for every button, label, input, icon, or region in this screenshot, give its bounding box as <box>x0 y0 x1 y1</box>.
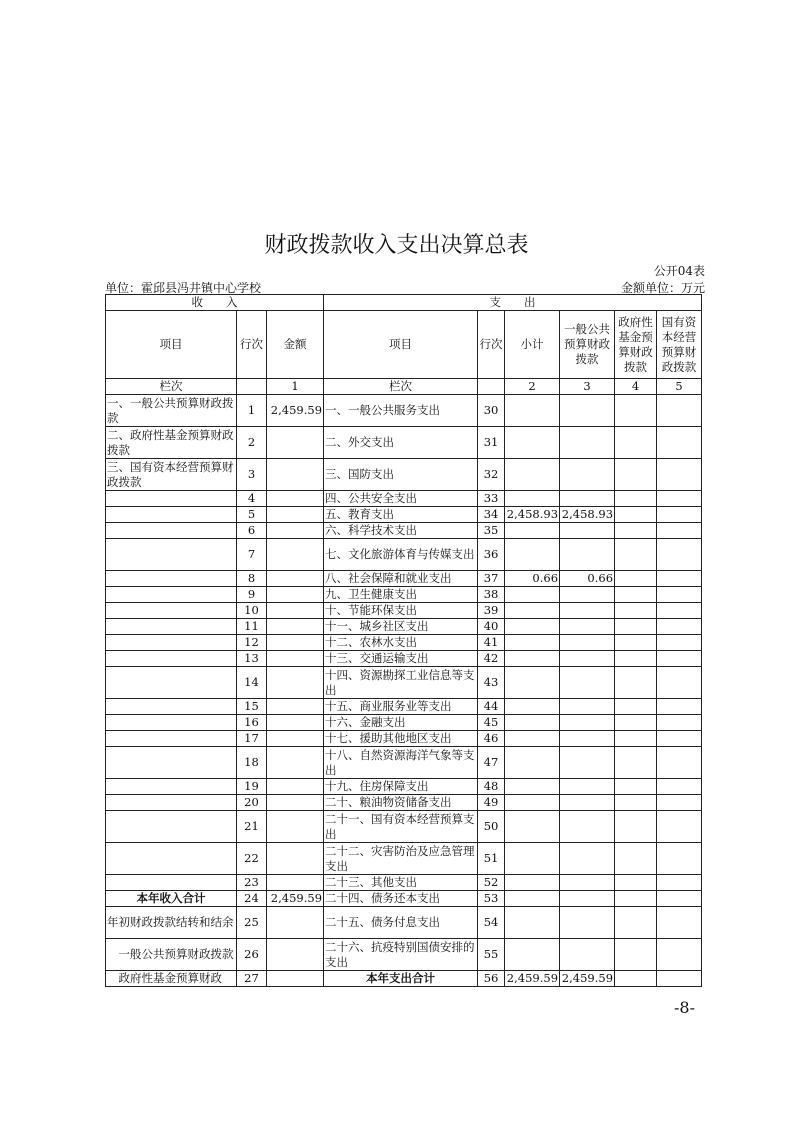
cell-in-amt <box>267 699 324 715</box>
cell-ex-item: 十五、商业服务业等支出 <box>324 699 478 715</box>
cell-in-item <box>106 811 237 843</box>
cell-in-item <box>106 667 237 699</box>
cell-in-item <box>106 843 237 875</box>
cell-gen <box>560 715 615 731</box>
cell-in-line: 16 <box>237 715 267 731</box>
cell-gen <box>560 539 615 571</box>
cell-ex-line: 35 <box>478 523 505 539</box>
cell-ex-item: 十一、城乡社区支出 <box>324 619 478 635</box>
cell-sub <box>505 875 560 891</box>
cell-ex-item: 本年支出合计 <box>324 971 478 987</box>
cell-ex-line: 49 <box>478 795 505 811</box>
cell-in-amt <box>267 539 324 571</box>
table-row <box>106 731 702 747</box>
table-row <box>106 635 702 651</box>
cell-in-item: 三、国有资本经营预算财政拨款 <box>106 459 237 491</box>
cell-sub <box>505 459 560 491</box>
cell-ex-line: 45 <box>478 715 505 731</box>
cell-in-line: 13 <box>237 651 267 667</box>
cell-gen <box>560 939 615 971</box>
cell-ex-line: 34 <box>478 507 505 523</box>
cell-gen <box>560 523 615 539</box>
cell-empty <box>657 395 702 427</box>
cell-ex-line: 43 <box>478 667 505 699</box>
cell-gen <box>560 635 615 651</box>
cell-ex-line: 38 <box>478 587 505 603</box>
table-row <box>106 507 702 523</box>
cell-in-item <box>106 795 237 811</box>
cell-sub <box>505 523 560 539</box>
cell-in-line: 9 <box>237 587 267 603</box>
cell-in-amt <box>267 603 324 619</box>
cell-empty <box>615 619 657 635</box>
cell-ex-line: 44 <box>478 699 505 715</box>
cell-empty <box>615 699 657 715</box>
cell-in-amt <box>267 779 324 795</box>
cell-in-line: 14 <box>237 667 267 699</box>
cell-ex-item: 二十四、债务还本支出 <box>324 891 478 907</box>
cell-in-line: 17 <box>237 731 267 747</box>
cell-gen <box>560 699 615 715</box>
cell-empty <box>657 651 702 667</box>
cell-in-amt: 2,459.59 <box>267 891 324 907</box>
col-gov-fund: 政府性基金预算财政拨款 <box>615 311 657 379</box>
cell-in-line: 7 <box>237 539 267 571</box>
cell-gen <box>560 779 615 795</box>
cell-empty <box>657 507 702 523</box>
cell-empty <box>615 651 657 667</box>
cell-empty <box>615 523 657 539</box>
cell-ex-item: 十二、农林水支出 <box>324 635 478 651</box>
cell-gen: 0.66 <box>560 571 615 587</box>
cell-empty <box>615 635 657 651</box>
cell-in-line: 27 <box>237 971 267 987</box>
cell-gen <box>560 651 615 667</box>
table-row <box>106 571 702 587</box>
cell-empty <box>615 747 657 779</box>
cell-ex-line: 56 <box>478 971 505 987</box>
cell-ex-item: 六、科学技术支出 <box>324 523 478 539</box>
cell-sub <box>505 747 560 779</box>
cell-in-amt <box>267 715 324 731</box>
cell-sub <box>505 635 560 651</box>
cell-in-item <box>106 715 237 731</box>
cell-empty <box>657 779 702 795</box>
cell-sub <box>505 891 560 907</box>
cell-sub <box>505 427 560 459</box>
cell-in-line: 24 <box>237 891 267 907</box>
cell-in-amt <box>267 619 324 635</box>
cell-empty <box>657 811 702 843</box>
col-amount: 金额 <box>267 311 324 379</box>
cell-gen <box>560 747 615 779</box>
cell-empty <box>657 491 702 507</box>
cell-empty <box>657 635 702 651</box>
cell-ex-item: 二十六、抗疫特别国债安排的支出 <box>324 939 478 971</box>
cell-in-line: 23 <box>237 875 267 891</box>
cell-in-item: 一般公共预算财政拨款 <box>106 939 237 971</box>
cell-in-line: 11 <box>237 619 267 635</box>
cell-ex-line: 47 <box>478 747 505 779</box>
col-num: 5 <box>657 379 702 395</box>
cell-empty <box>657 459 702 491</box>
cell-empty <box>615 715 657 731</box>
cell-sub <box>505 795 560 811</box>
cell-in-item <box>106 507 237 523</box>
cell-empty <box>615 891 657 907</box>
table-row <box>106 907 702 939</box>
cell-in-line: 1 <box>237 395 267 427</box>
cell-empty <box>615 875 657 891</box>
money-unit-label: 金额单位：万元 <box>620 281 705 295</box>
cell-in-item <box>106 587 237 603</box>
cell-ex-item: 十、节能环保支出 <box>324 603 478 619</box>
cell-ex-line: 50 <box>478 811 505 843</box>
col-label: 栏次 <box>324 379 478 395</box>
cell-empty <box>615 603 657 619</box>
cell-sub <box>505 491 560 507</box>
cell-gen <box>560 395 615 427</box>
col-num: 3 <box>560 379 615 395</box>
cell-empty <box>657 971 702 987</box>
cell-in-amt <box>267 939 324 971</box>
cell-empty <box>657 843 702 875</box>
cell-ex-item: 二十二、灾害防治及应急管理支出 <box>324 843 478 875</box>
cell-in-amt <box>267 459 324 491</box>
cell-ex-line: 41 <box>478 635 505 651</box>
cell-in-line: 5 <box>237 507 267 523</box>
cell-in-line: 2 <box>237 427 267 459</box>
cell-empty <box>657 907 702 939</box>
cell-ex-line: 55 <box>478 939 505 971</box>
cell-ex-item: 二十三、其他支出 <box>324 875 478 891</box>
unit-label: 单位：霍邱县冯井镇中心学校 <box>105 281 262 295</box>
cell-in-item <box>106 651 237 667</box>
cell-ex-item: 四、公共安全支出 <box>324 491 478 507</box>
table-row <box>106 395 702 427</box>
cell-empty <box>657 587 702 603</box>
cell-in-amt: 2,459.59 <box>267 395 324 427</box>
cell-empty <box>657 795 702 811</box>
cell-ex-item: 二十一、国有资本经营预算支出 <box>324 811 478 843</box>
cell-empty <box>657 731 702 747</box>
col-num: 4 <box>615 379 657 395</box>
table-row <box>106 459 702 491</box>
cell-in-amt <box>267 843 324 875</box>
cell-in-item: 本年收入合计 <box>106 891 237 907</box>
cell-sub <box>505 619 560 635</box>
cell-empty <box>657 875 702 891</box>
cell-in-amt <box>267 907 324 939</box>
cell-ex-line: 36 <box>478 539 505 571</box>
cell-sub <box>505 667 560 699</box>
cell-ex-line: 42 <box>478 651 505 667</box>
cell-ex-line: 48 <box>478 779 505 795</box>
cell-in-line: 19 <box>237 779 267 795</box>
cell-empty <box>615 539 657 571</box>
cell-sub <box>505 715 560 731</box>
table-row <box>106 427 702 459</box>
cell-in-amt <box>267 651 324 667</box>
cell-sub <box>505 587 560 603</box>
cell-in-item: 政府性基金预算财政 <box>106 971 237 987</box>
cell-empty <box>615 795 657 811</box>
cell-in-line: 8 <box>237 571 267 587</box>
cell-ex-line: 33 <box>478 491 505 507</box>
cell-ex-item: 二十五、债务付息支出 <box>324 907 478 939</box>
cell-ex-line: 37 <box>478 571 505 587</box>
cell-ex-item: 三、国防支出 <box>324 459 478 491</box>
cell-in-line: 22 <box>237 843 267 875</box>
col-label: 栏次 <box>106 379 237 395</box>
cell-empty <box>657 667 702 699</box>
col-num: 2 <box>505 379 560 395</box>
cell-ex-item: 七、文化旅游体育与传媒支出 <box>324 539 478 571</box>
col-ex-item: 项目 <box>324 311 478 379</box>
cell-gen: 2,459.59 <box>560 971 615 987</box>
cell-ex-item: 十七、援助其他地区支出 <box>324 731 478 747</box>
cell-gen <box>560 491 615 507</box>
col-num: 1 <box>267 379 324 395</box>
table-row <box>106 939 702 971</box>
col-ex-line: 行次 <box>478 311 505 379</box>
cell-in-item <box>106 539 237 571</box>
table-row <box>106 891 702 907</box>
table-row <box>106 875 702 891</box>
cell-empty <box>657 715 702 731</box>
cell-ex-item: 十三、交通运输支出 <box>324 651 478 667</box>
cell-gen <box>560 843 615 875</box>
cell-sub <box>505 731 560 747</box>
cell-in-item <box>106 635 237 651</box>
cell-in-line: 10 <box>237 603 267 619</box>
cell-empty <box>615 459 657 491</box>
cell-ex-line: 46 <box>478 731 505 747</box>
table-row <box>106 603 702 619</box>
cell-in-amt <box>267 811 324 843</box>
cell-ex-line: 54 <box>478 907 505 939</box>
cell-gen <box>560 811 615 843</box>
cell-ex-line: 31 <box>478 427 505 459</box>
cell-ex-line: 30 <box>478 395 505 427</box>
cell-empty <box>615 971 657 987</box>
cell-empty <box>615 811 657 843</box>
cell-sub: 0.66 <box>505 571 560 587</box>
cell-in-line: 26 <box>237 939 267 971</box>
col-state-capital: 国有资本经营预算财政拨款 <box>657 311 702 379</box>
cell-gen <box>560 619 615 635</box>
table-row <box>106 715 702 731</box>
cell-in-amt <box>267 875 324 891</box>
table-row <box>106 539 702 571</box>
cell-empty <box>657 939 702 971</box>
cell-in-line: 21 <box>237 811 267 843</box>
cell-in-item <box>106 747 237 779</box>
cell-empty <box>657 571 702 587</box>
cell-ex-item: 五、教育支出 <box>324 507 478 523</box>
cell-in-item <box>106 619 237 635</box>
col-subtotal: 小计 <box>505 311 560 379</box>
cell-empty <box>657 603 702 619</box>
cell-sub <box>505 395 560 427</box>
table-row <box>106 523 702 539</box>
cell-in-line: 18 <box>237 747 267 779</box>
cell-sub: 2,459.59 <box>505 971 560 987</box>
cell-in-item: 年初财政拨款结转和结余 <box>106 907 237 939</box>
cell-empty <box>615 779 657 795</box>
cell-in-item <box>106 731 237 747</box>
cell-in-line: 4 <box>237 491 267 507</box>
cell-ex-line: 52 <box>478 875 505 891</box>
page-title: 财政拨款收入支出决算总表 <box>264 233 529 258</box>
table-row <box>106 667 702 699</box>
cell-empty <box>615 939 657 971</box>
cell-empty <box>615 571 657 587</box>
cell-gen <box>560 907 615 939</box>
col-line: 行次 <box>237 311 267 379</box>
cell-ex-line: 39 <box>478 603 505 619</box>
cell-sub <box>505 699 560 715</box>
cell-empty <box>657 891 702 907</box>
cell-ex-line: 32 <box>478 459 505 491</box>
table-row <box>106 699 702 715</box>
cell-ex-item: 二十、粮油物资储备支出 <box>324 795 478 811</box>
cell-ex-line: 51 <box>478 843 505 875</box>
col-item: 项目 <box>106 311 237 379</box>
cell-ex-item: 二、外交支出 <box>324 427 478 459</box>
cell-gen <box>560 875 615 891</box>
cell-ex-line: 40 <box>478 619 505 635</box>
table-row <box>106 747 702 779</box>
cell-in-amt <box>267 731 324 747</box>
table-row <box>106 587 702 603</box>
cell-in-line: 12 <box>237 635 267 651</box>
expense-header: 支 出 <box>324 295 702 311</box>
cell-in-item <box>106 603 237 619</box>
cell-gen <box>560 603 615 619</box>
cell-sub <box>505 603 560 619</box>
cell-in-amt <box>267 491 324 507</box>
cell-ex-item: 十六、金融支出 <box>324 715 478 731</box>
cell-sub <box>505 651 560 667</box>
cell-gen <box>560 587 615 603</box>
cell-sub <box>505 907 560 939</box>
cell-sub <box>505 779 560 795</box>
cell-in-amt <box>267 795 324 811</box>
cell-in-line: 3 <box>237 459 267 491</box>
cell-in-item <box>106 875 237 891</box>
cell-in-amt <box>267 747 324 779</box>
cell-in-line: 15 <box>237 699 267 715</box>
cell-in-amt <box>267 667 324 699</box>
table-row <box>106 811 702 843</box>
table-row <box>106 971 702 987</box>
cell-in-item: 一、一般公共预算财政拨款 <box>106 395 237 427</box>
cell-in-amt <box>267 523 324 539</box>
table-row <box>106 779 702 795</box>
table-row <box>106 491 702 507</box>
cell-in-item: 二、政府性基金预算财政拨款 <box>106 427 237 459</box>
cell-in-amt <box>267 971 324 987</box>
col-general: 一般公共预算财政拨款 <box>560 311 615 379</box>
cell-in-amt <box>267 635 324 651</box>
cell-in-line: 6 <box>237 523 267 539</box>
table-row <box>106 795 702 811</box>
table-row <box>106 651 702 667</box>
cell-sub <box>505 539 560 571</box>
page-number: -8- <box>674 998 695 1017</box>
cell-empty <box>657 427 702 459</box>
cell-empty <box>657 619 702 635</box>
cell-empty <box>615 491 657 507</box>
cell-in-amt <box>267 571 324 587</box>
cell-empty <box>615 395 657 427</box>
cell-in-line: 20 <box>237 795 267 811</box>
cell-empty <box>657 747 702 779</box>
cell-empty <box>657 523 702 539</box>
cell-gen <box>560 731 615 747</box>
cell-gen <box>560 459 615 491</box>
cell-sub <box>505 843 560 875</box>
cell-in-amt <box>267 587 324 603</box>
cell-gen <box>560 795 615 811</box>
form-code: 公开04表 <box>653 264 705 278</box>
cell-ex-item: 九、卫生健康支出 <box>324 587 478 603</box>
cell-gen <box>560 667 615 699</box>
cell-gen <box>560 427 615 459</box>
summary-table <box>105 294 702 987</box>
table-row <box>106 843 702 875</box>
cell-gen: 2,458.93 <box>560 507 615 523</box>
cell-empty <box>615 731 657 747</box>
cell-ex-item: 十九、住房保障支出 <box>324 779 478 795</box>
cell-sub <box>505 811 560 843</box>
cell-empty <box>615 587 657 603</box>
cell-ex-item: 一、一般公共服务支出 <box>324 395 478 427</box>
cell-empty <box>615 907 657 939</box>
cell-ex-item: 十八、自然资源海洋气象等支出 <box>324 747 478 779</box>
cell-gen <box>560 891 615 907</box>
cell-empty <box>615 427 657 459</box>
cell-ex-line: 53 <box>478 891 505 907</box>
cell-empty <box>615 843 657 875</box>
cell-empty <box>657 699 702 715</box>
income-header: 收 入 <box>106 295 324 311</box>
cell-ex-item: 八、社会保障和就业支出 <box>324 571 478 587</box>
cell-empty <box>657 539 702 571</box>
cell-in-item <box>106 779 237 795</box>
cell-ex-item: 十四、资源勘探工业信息等支出 <box>324 667 478 699</box>
cell-in-amt <box>267 507 324 523</box>
table-row <box>106 619 702 635</box>
cell-in-amt <box>267 427 324 459</box>
cell-empty <box>615 667 657 699</box>
cell-in-item <box>106 571 237 587</box>
cell-in-item <box>106 523 237 539</box>
cell-sub: 2,458.93 <box>505 507 560 523</box>
cell-in-item <box>106 491 237 507</box>
cell-in-line: 25 <box>237 907 267 939</box>
cell-in-item <box>106 699 237 715</box>
cell-sub <box>505 939 560 971</box>
cell-empty <box>615 507 657 523</box>
